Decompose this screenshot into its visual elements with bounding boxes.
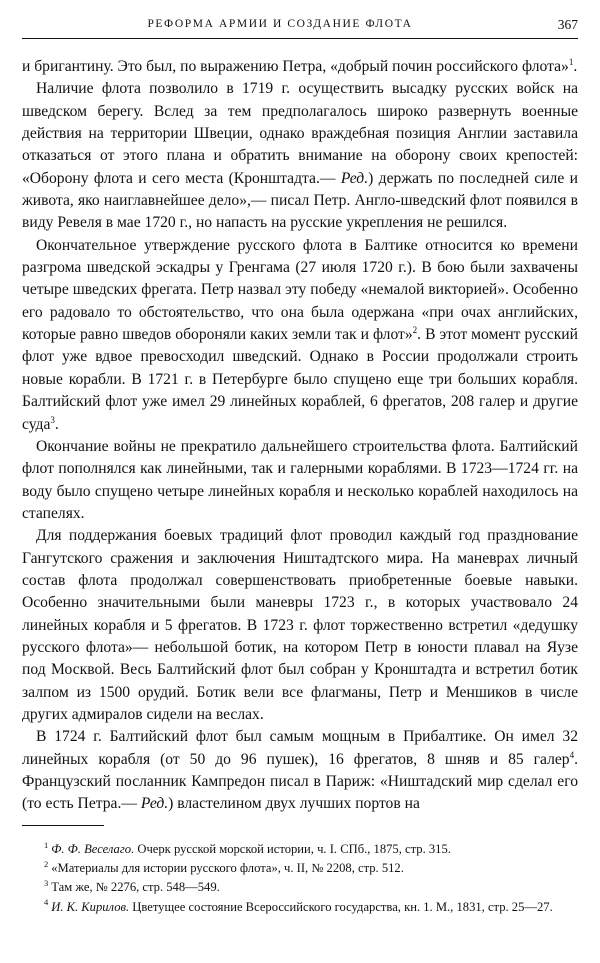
paragraph-text: ) держать по последней силе и живота, яко наиглавнейшее дело»,— писал Петр. Англо-шведский флот появился в виду Ревеля в мае 1720 г., но напасть на русские укрепления не решился. — [22, 169, 578, 232]
editor-abbreviation: Ред. — [140, 795, 169, 813]
footnote-number: 1 — [44, 839, 49, 850]
paragraph-text: В 1724 г. Балтийский флот был самым мощным в Прибалтике. Он имел 32 линейных корабля (от 50 до 96 пушек), 16 фрегатов, 8 шняв и 85 галер — [22, 728, 578, 768]
footnote-text: Цветущее состояние Всероссийского государства, кн. 1. М., 1831, стр. 25—27. — [129, 899, 553, 914]
editor-abbreviation: Ред. — [340, 169, 369, 187]
paragraph: и бригантину. Это был, по выражению Петра, «добрый почин российского флота»$^1$. — [22, 56, 578, 75]
paragraph — [22, 525, 578, 726]
footnote-ref: 4 — [569, 749, 575, 760]
running-title: РЕФОРМА АРМИИ И СОЗДАНИЕ ФЛОТА — [147, 18, 413, 30]
paragraph-text: . Французский посланник Кампредон писал в Париж: «Ништадский мир сделал его (то есть Петра.— — [22, 750, 578, 813]
footnote — [22, 859, 578, 878]
paragraph-text: . В этот момент русский флот уже вдвое превосходил шведский. Однако в России продолжали строить новые корабли. В 1721 г. в Петербурге было спущено еще три больших корабля. Балтийский флот уже имел 29 линейных кораблей, 6 фрегатов, 208 галер и другие суда — [22, 326, 578, 433]
footnote-ref: 2 — [412, 324, 418, 335]
footnote-number: 4 — [44, 897, 49, 908]
paragraph-text: Наличие флота позволило в 1719 г. осуществить высадку русских войск на шведском берегу. Вслед за тем предполагалось широко развернуть военные действия на территории Швеции, однако враждебная позиция Англии заставила отказаться от этого плана и обратить внимание на оборону своих крепостей: «Оборону флота и сего места (Кронштадта.— — [22, 80, 578, 187]
footnote-author: И. К. Кирилов. — [51, 899, 130, 914]
page-number: 367 — [557, 17, 578, 32]
footnote — [22, 840, 578, 859]
footnotes — [22, 840, 578, 917]
paragraph-text: и бригантину. Это был, по выражению Петра, «добрый почин российского флота» — [22, 58, 569, 75]
main-text — [22, 56, 578, 816]
footnote-text: «Материалы для истории русского флота», ч. II, № 2208, стр. 512. — [51, 861, 404, 876]
footnote-ref: 3 — [50, 414, 55, 425]
footnote-text: Там же, № 2276, стр. 548—549. — [51, 880, 220, 895]
footnote — [22, 898, 578, 917]
paragraph-text: ) властелином двух лучших портов на — [168, 795, 420, 813]
footnote-number: 2 — [44, 859, 49, 870]
paragraph — [22, 436, 578, 525]
footnote-number: 3 — [44, 878, 49, 889]
paragraph — [22, 78, 578, 234]
paragraph-text: . — [54, 415, 59, 433]
paragraph — [22, 235, 578, 436]
paragraph-text: Окончание войны не прекратило дальнейшего строительства флота. Балтийский флот пополнялся как линейными, так и галерными кораблями. В 1723—1724 гг. на воду было спущено четыре линейных корабля и несколько кораблей находилось на стапелях. — [22, 437, 578, 522]
paragraph-text: Окончательное утверждение русского флота в Балтике относится ко времени разгрома шведской эскадры у Гренгама (27 июля 1720 г.). В бою были захвачены четыре шведских фрегата. Петр назвал эту победу «немалой викторией». Особенно его радовало то обстоятельство, что она была одержана «при очах английских, которые равно шведов обороняли каких земли так и флот» — [22, 236, 578, 344]
footnote-author: Ф. Ф. Веселаго. — [51, 842, 135, 856]
paragraph — [22, 726, 578, 815]
page-header — [22, 16, 578, 39]
footnote-text: Очерк русской морской истории, ч. I. СПб., 1875, стр. 315. — [134, 842, 451, 856]
footnote — [22, 878, 578, 897]
footnote-ref: 1 — [568, 56, 574, 67]
paragraph-text: Для поддержания боевых традиций флот проводил каждый год празднование Гангутского сражения и заключения Ништадтского мира. На маневрах личный состав флота продолжал совершенствовать приобретенные боевые навыки. Особенно значительными были маневры 1723 г., в которых участвовало 24 линейных корабля и 5 фрегатов. В 1723 г. флот торжественно встретил «дедушку русского флота»— небольшой ботик, на котором Петр в юности плавал на Яузе под Москвой. Весь Балтийский флот был собран у Кронштадта и встретил ботик залпом из 1500 орудий. Ботик вели все флагманы, Петр и Меншиков в числе других адмиралов сидели на веслах. — [22, 527, 578, 723]
footnote-divider — [22, 825, 104, 826]
